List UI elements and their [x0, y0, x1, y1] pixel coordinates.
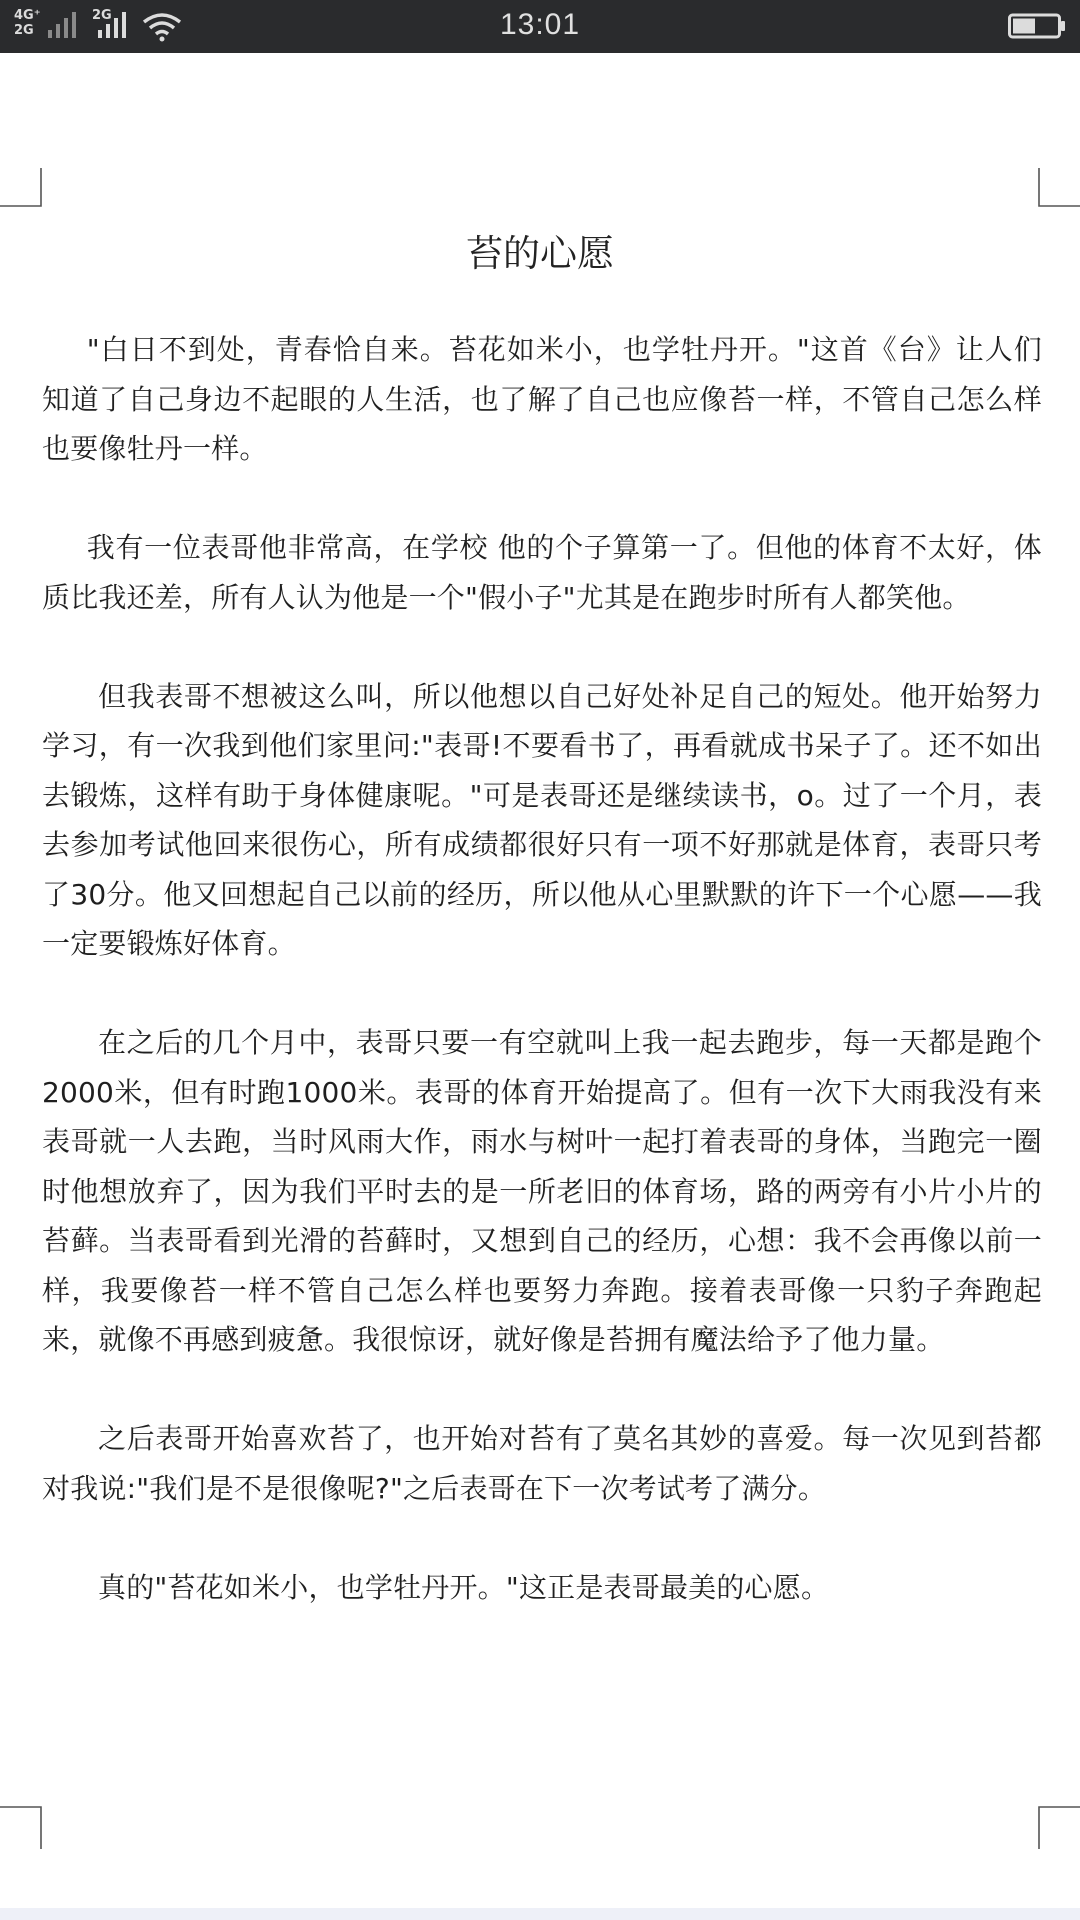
- clock-time: 13:01: [499, 8, 581, 41]
- document-body: [42, 325, 1042, 1662]
- crop-mark-bottom-right: [1036, 1805, 1080, 1849]
- network-type-1-top: 4G⁺: [14, 8, 41, 23]
- crop-mark-top-right: [1036, 168, 1080, 208]
- paragraph-2: 我有一位表哥他非常高，在学校 他的个子算第一了。但他的体育不太好，体质比我还差，所有人认为他是一个"假小子"尤其是在跑步时所有人都笑他。: [42, 531, 1042, 614]
- paragraph-1: "白日不到处，青春恰自来。苔花如米小，也学牡丹开。"这首《台》让人们知道了自己身边不起眼的人生活，也了解了自己也应像苔一样，不管自己怎么样也要像牡丹一样。: [42, 333, 1042, 465]
- bottom-strip: [0, 1908, 1080, 1920]
- network-type-1-bottom: 2G: [14, 23, 34, 38]
- battery-icon: [1008, 12, 1066, 40]
- paragraph-6: 真的"苔花如米小，也学牡丹开。"这正是表哥最美的心愿。: [98, 1570, 830, 1604]
- paragraph-4: 在之后的几个月中，表哥只要一有空就叫上我一起去跑步，每一天都是跑个2000米，但有时跑1000米。表哥的体育开始提高了。但有一次下大雨我没有来表哥就一人去跑，当时风雨大作，雨水与树叶一起打着表哥的身体，当跑完一圈时他想放弃了，因为我们平时去的是一所老旧的体育场，路的两旁有小片小片的苔藓。当表哥看到光滑的苔藓时，又想到自己的经历，心想：我不会再像以前一样，我要像苔一样不管自己怎么样也要努力奔跑。接着表哥像一只豹子奔跑起来，就像不再感到疲惫。我很惊讶，就好像是苔拥有魔法给予了他力量。: [42, 1026, 1042, 1356]
- document-title: 苔的心愿: [466, 232, 614, 275]
- paragraph-5: 之后表哥开始喜欢苔了，也开始对苔有了莫名其妙的喜爱。每一次见到苔都对我说:"我们是不是很像呢?"之后表哥在下一次考试考了满分。: [42, 1422, 1042, 1505]
- network-type-2: 2G: [92, 8, 112, 23]
- crop-mark-top-left: [0, 168, 44, 208]
- paragraph-3: 但我表哥不想被这么叫，所以他想以自己好处补足自己的短处。他开始努力学习，有一次我到他们家里问:"表哥!不要看书了，再看就成书呆子了。还不如出去锻炼，这样有助于身体健康呢。"可是表哥还是继续读书，o。过了一个月，表去参加考试他回来很伤心，所有成绩都很好只有一项不好那就是体育，表哥只考了30分。他又回想起自己以前的经历，所以他从心里默默的许下一个心愿——我一定要锻炼好体育。: [42, 679, 1042, 960]
- crop-mark-bottom-left: [0, 1805, 44, 1849]
- status-bar: [0, 0, 1080, 53]
- document-page[interactable]: [0, 53, 1080, 1900]
